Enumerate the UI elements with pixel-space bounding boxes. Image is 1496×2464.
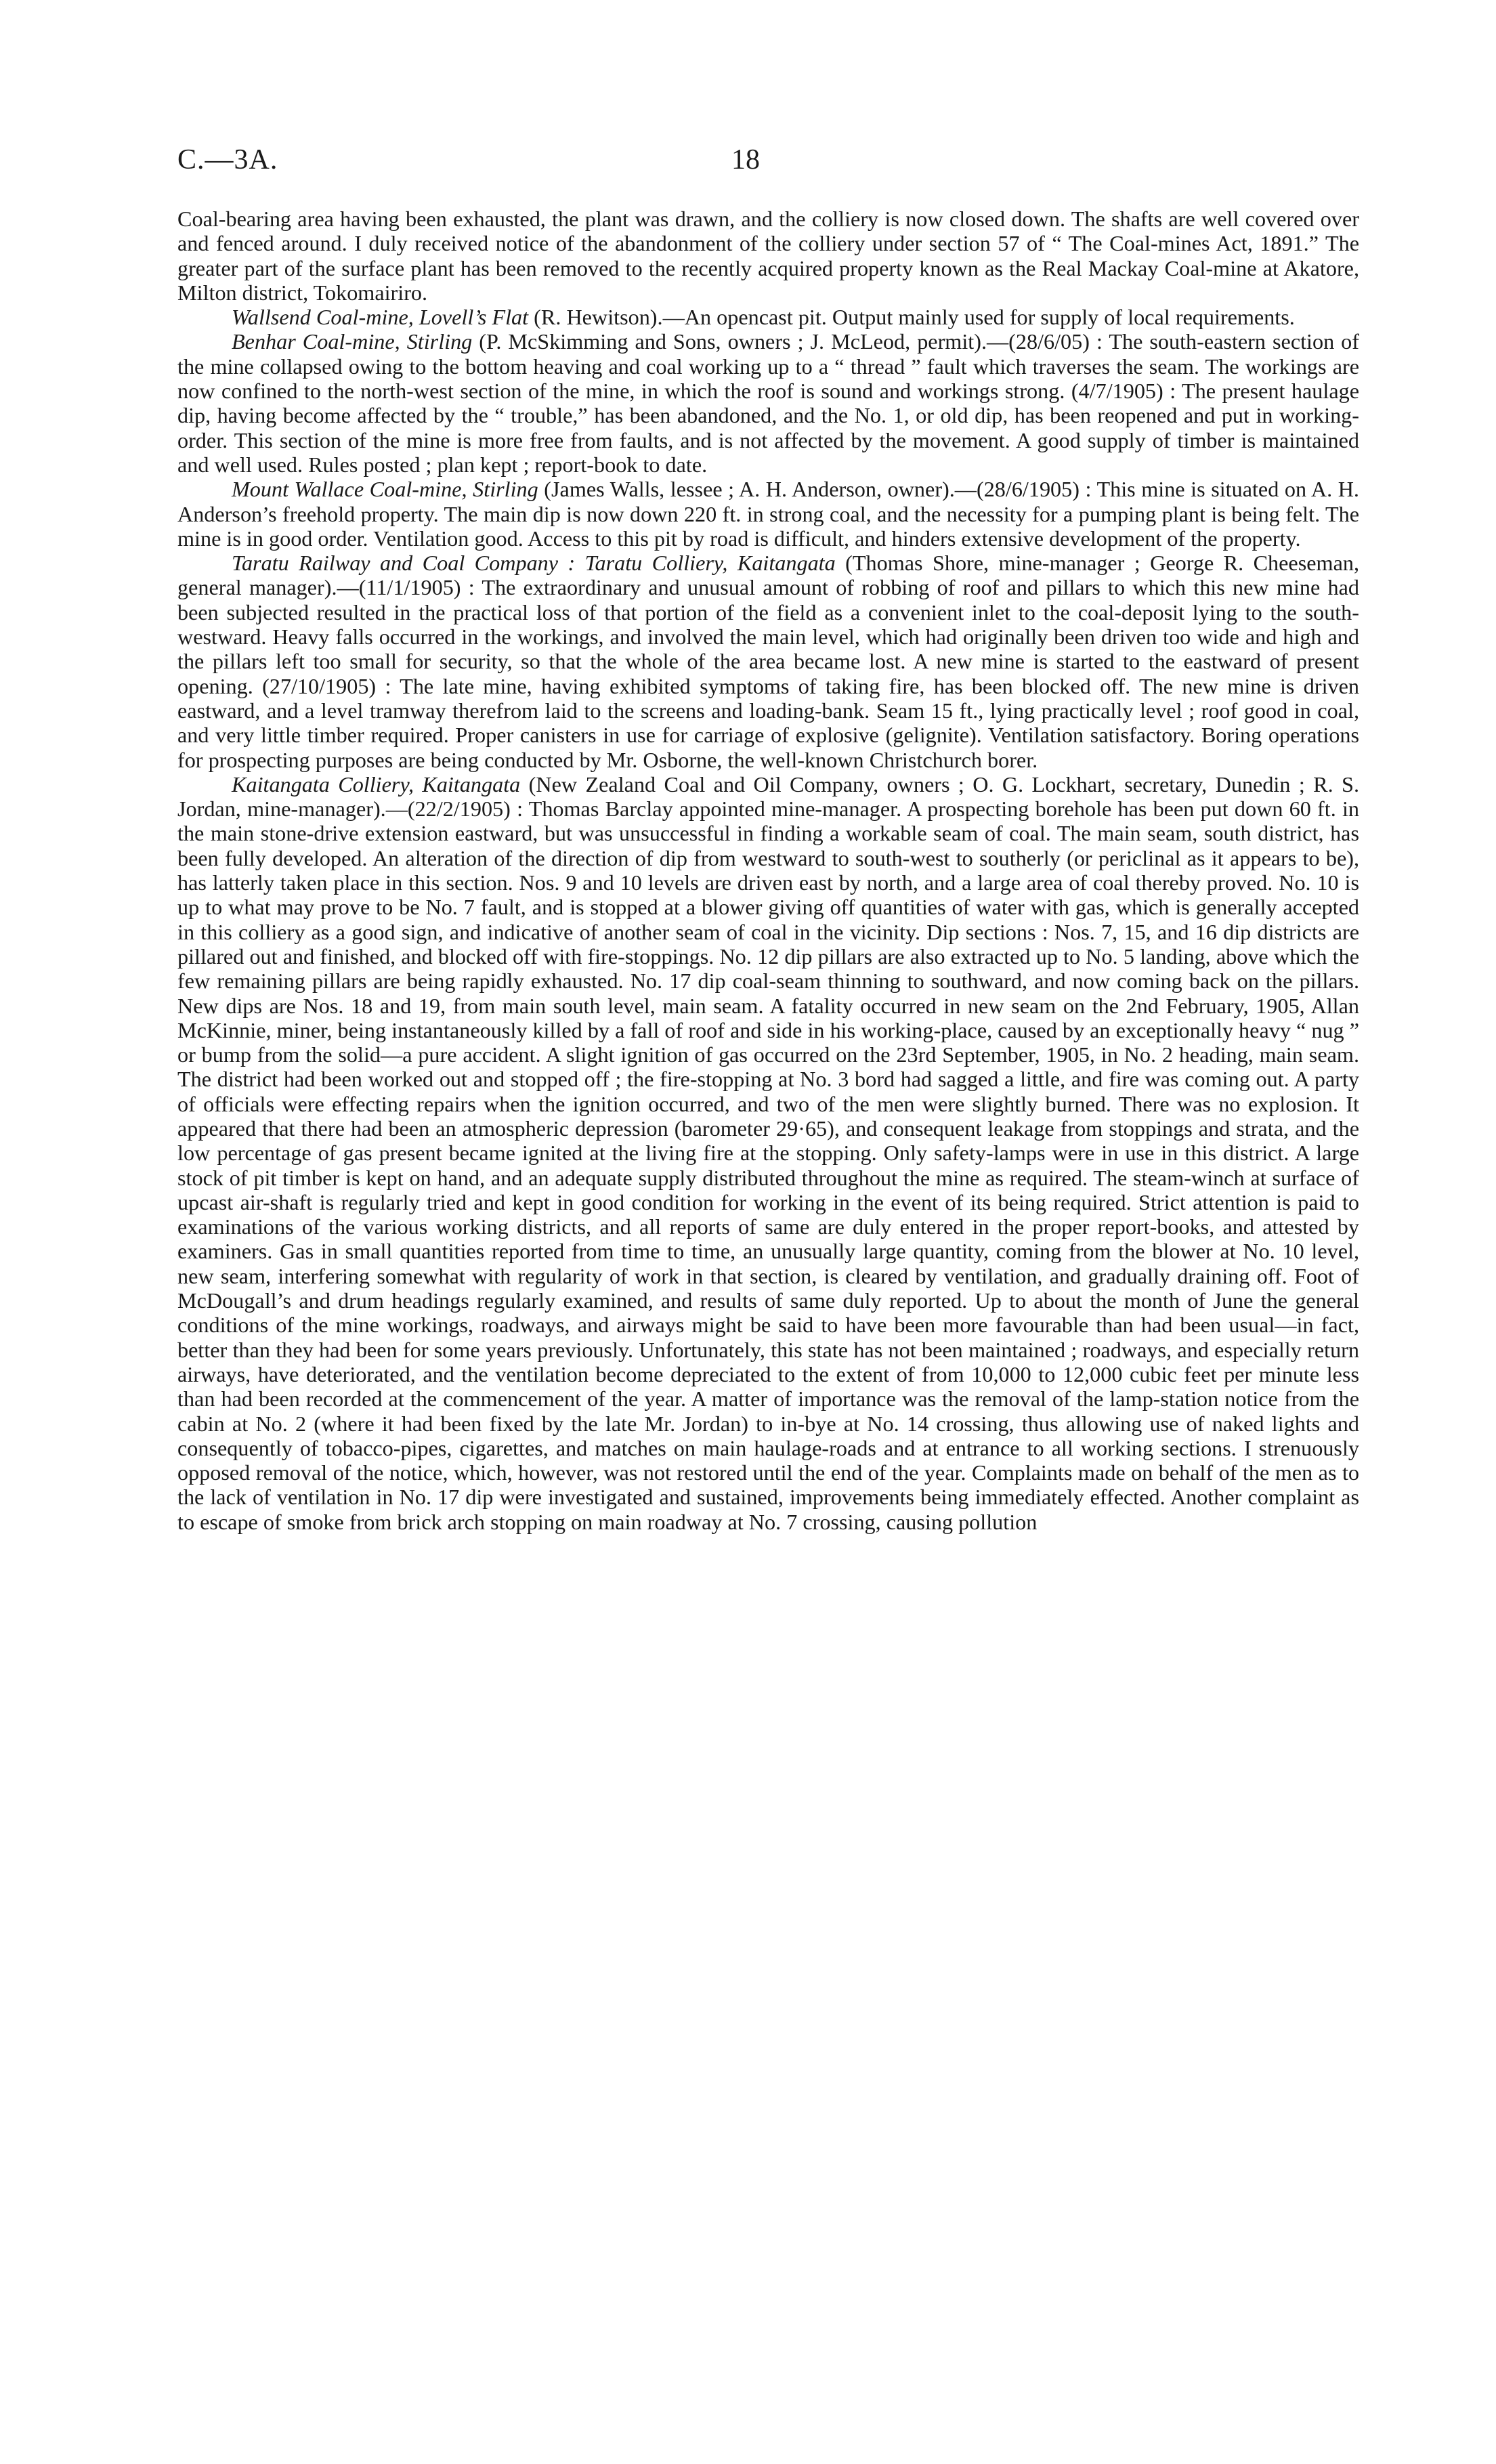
mine-title: Wallsend Coal-mine, Lovell’s Flat bbox=[232, 305, 529, 330]
mine-title: Mount Wallace Coal-mine, Stirling bbox=[232, 477, 538, 502]
paragraph-kaitangata bbox=[177, 772, 1359, 1534]
paragraph-text: (P. McSkimming and Sons, owners ; J. McLeod, permit).—(28/6/05) : The south-eastern section of the mine collapsed owing to the bottom heaving and coal working up to a “ thread ” fault which traverses the seam. The workings are now confined to the north-west section of the mine, in which the roof is sound and workings strong. (4/7/1905) : The present haulage dip, having become affected by the “ trouble,” has been abandoned, and the No. 1, or old dip, has been reopened and put in working-order. This section of the mine is more free from faults, and is not affected by the movement. A good supply of timber is maintained and well used. Rules posted ; plan kept ; report-book to date. bbox=[177, 329, 1359, 477]
document-reference: C.—3A. bbox=[177, 144, 278, 175]
paragraph-wallsend bbox=[177, 305, 1359, 329]
paragraph-mount-wallace bbox=[177, 477, 1359, 551]
mine-title: Kaitangata Colliery, Kaitangata bbox=[232, 771, 521, 796]
page-number: 18 bbox=[731, 144, 760, 175]
paragraph-benhar bbox=[177, 329, 1359, 477]
paragraph-text: (New Zealand Coal and Oil Company, owners ; O. G. Lockhart, secretary, Dunedin ; R. S. Jordan, mine-manager).—(22/2/1905) : Thomas Barclay appointed mine-manager. A prospecting borehole has been put down 60 ft. in the main stone-drive extension eastward, but was unsuccessful in finding a workable seam of coal. The main seam, south district, has been fully developed. An alteration of the direction of dip from westward to south-west to southerly (or periclinal as it appears to be), has latterly taken place in this section. Nos. 9 and 10 levels are driven east by north, and a large area of coal thereby proved. No. 10 is up to what may prove to be No. 7 fault, and is stopped at a blower giving off quantities of water with gas, which is generally accepted in this colliery as a good sign, and indicative of another seam of coal in the vicinity. Dip sections : Nos. 7, 15, and 16 dip districts are pillared out and finished, and blocked off with fire-stoppings. No. 12 dip pillars are also extracted up to No. 5 landing, above which the few remaining pillars are being rapidly exhausted. No. 17 dip coal-seam thinning to southward, and now coming back on the pillars. New dips are Nos. 18 and 19, from main south level, main seam. A fatality occurred in new seam on the 2nd February, 1905, Allan McKinnie, miner, being instantaneously killed by a fall of roof and side in his working-place, caused by an exceptionally heavy “ nug ” or bump from the solid—a pure accident. A slight ignition of gas occurred on the 23rd September, 1905, in No. 2 heading, main seam. The district had been worked out and stopped off ; the fire-stopping at No. 3 bord had sagged a little, and fire was coming out. A party of officials were effecting repairs when the ignition occurred, and two of the men were slightly burned. There was no explosion. It appeared that there had been an atmospheric depression (barometer 29·65), and consequent leakage from stoppings and strata, and the low percentage of gas present became ignited at the living fire at the stopping. Only safety-lamps were in use in this district. A large stock of pit timber is kept on hand, and an adequate supply distributed throughout the mine as required. The steam-winch at surface of upcast air-shaft is regularly tried and kept in good condition for working in the event of its being required. Strict attention is paid to examinations of the various working districts, and all reports of same are duly entered in the proper report-books, and attested by examiners. Gas in small quantities reported from time to time, an unusually large quantity, coming from the blower at No. 10 level, new seam, interfering somewhat with regularity of work in that section, is cleared by ventilation, and gradually draining off. Foot of McDougall’s and drum headings regularly examined, and results of same duly reported. Up to about the month of June the general conditions of the mine workings, roadways, and airways might be said to have been more favourable than had been usual—in fact, better than they had been for some years previously. Unfortunately, this state has not been maintained ; roadways, and especially return airways, have deteriorated, and the ventilation become depreciated to the extent of from 10,000 to 12,000 cubic feet per minute less than had been recorded at the commencement of the year. A matter of importance was the removal of the lamp-station notice from the cabin at No. 2 (where it had been fixed by the late Mr. Jordan) to in-bye at No. 14 crossing, thus allowing use of naked lights and consequently of tobacco-pipes, cigarettes, and matches on main haulage-roads and at entrance to all working sections. I strenuously opposed removal of the notice, which, however, was not restored until the end of the year. Complaints made on behalf of the men as to the lack of ventilation in No. 17 dip were investigated and sustained, improvements being immediately effected. Another complaint as to escape of smoke from brick arch stopping on main roadway at No. 7 crossing, causing pollution bbox=[177, 771, 1359, 1534]
mine-title: Taratu Railway and Coal Company : Taratu Colliery, Kaitangata bbox=[232, 551, 836, 576]
paragraph-taratu bbox=[177, 551, 1359, 772]
page-header bbox=[0, 144, 1496, 184]
paragraph-text: (Thomas Shore, mine-manager ; George R. Cheeseman, general manager).—(11/1/1905) : The extraordinary and unusual amount of robbing of roof and pillars to which this new mine had been subjected resulted in the practical loss of that portion of the field as a convenient inlet to the coal-deposit lying to the south-westward. Heavy falls occurred in the workings, and involved the main level, which had originally been driven too wide and high and the pillars left too small for security, so that the whole of the area became lost. A new mine is started to the eastward of present opening. (27/10/1905) : The late mine, having exhibited symptoms of taking fire, has been blocked off. The new mine is driven eastward, and a level tramway therefrom laid to the screens and loading-bank. Seam 15 ft., lying practically level ; roof good in coal, and very little timber required. Proper canisters in use for carriage of explosive (gelignite). Ventilation satisfactory. Boring operations for prospecting purposes are being conducted by Mr. Osborne, the well-known Christchurch borer. bbox=[177, 551, 1359, 772]
paragraph-text: (James Walls, lessee ; A. H. Anderson, owner).—(28/6/1905) : This mine is situated on A. H. Anderson’s freehold property. The main dip is now down 220 ft. in strong coal, and the necessity for a pumping plant is being felt. The mine is in good order. Ventilation good. Access to this pit by road is difficult, and hinders extensive development of the property. bbox=[177, 477, 1359, 551]
paragraph-text: Coal-bearing area having been exhausted, the plant was drawn, and the colliery is now closed down. The shafts are well covered over and fenced around. I duly received notice of the abandonment of the colliery under section 57 of “ The Coal-mines Act, 1891.” The greater part of the surface plant has been removed to the recently acquired property known as the Real Mackay Coal-mine at Akatore, Milton district, Tokomairiro. bbox=[177, 207, 1359, 305]
body-text bbox=[177, 207, 1359, 1534]
mine-title: Benhar Coal-mine, Stirling bbox=[232, 329, 473, 354]
paragraph-text: (R. Hewitson).—An opencast pit. Output mainly used for supply of local requirements. bbox=[528, 305, 1295, 330]
paragraph-continuation bbox=[177, 207, 1359, 305]
